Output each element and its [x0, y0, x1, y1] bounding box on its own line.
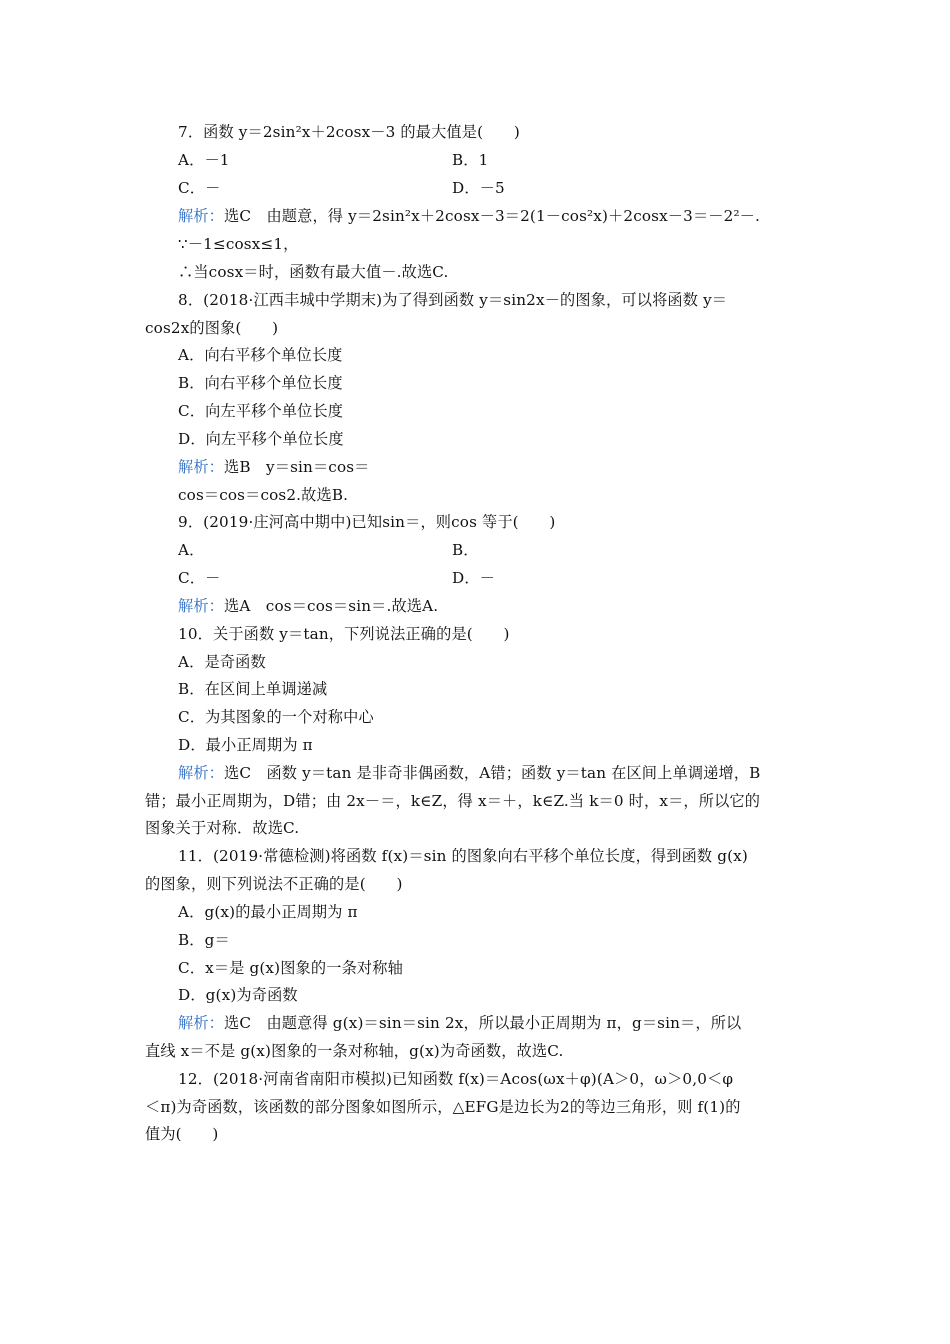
- question-7-solution-line-2: ∵－1≤cosx≤1，: [178, 235, 299, 253]
- question-8-stem-line-2: cos2x的图象( ): [145, 319, 279, 337]
- solution-text: 选A cos＝cos＝sin＝.故选A.: [224, 597, 439, 615]
- question-10-stem: 10．关于函数 y＝tan，下列说法正确的是( ): [178, 625, 510, 643]
- question-9-option-a: A．: [178, 541, 205, 559]
- question-9-option-b: B．: [452, 541, 479, 559]
- question-11-solution-line-1: [178, 1013, 741, 1033]
- question-10-option-b: B．在区间上单调递减: [178, 680, 328, 698]
- question-11-stem-line-1: 11．(2019·常德检测)将函数 f(x)＝sin 的图象向右平移个单位长度，得到函数 g(x): [178, 847, 748, 865]
- solution-label: 解析：: [178, 597, 225, 615]
- question-12-stem-line-2: ＜π)为奇函数，该函数的部分图象如图所示，△EFG是边长为2的等边三角形，则 f(1)的: [145, 1098, 741, 1116]
- question-10-option-c: C．为其图象的一个对称中心: [178, 708, 374, 726]
- question-8-solution-line-2: cos＝cos＝cos2.故选B.: [178, 486, 349, 504]
- question-9-solution: [178, 596, 438, 616]
- question-11-option-d: D．g(x)为奇函数: [178, 986, 298, 1004]
- question-7-option-b: B．1: [452, 151, 489, 169]
- question-11-option-b: B．g＝: [178, 931, 230, 949]
- question-7-solution-line-1: [178, 206, 760, 226]
- question-10-solution-line-2: 错；最小正周期为，D错；由 2x－＝，k∈Z，得 x＝＋，k∈Z.当 k＝0 时，x＝，所以它的: [145, 792, 761, 810]
- solution-label: 解析：: [178, 458, 225, 476]
- question-8-stem-line-1: 8．(2018·江西丰城中学期末)为了得到函数 y＝sin2x－的图象，可以将函数 y＝: [178, 291, 728, 309]
- solution-label: 解析：: [178, 1014, 225, 1032]
- solution-text: 选C 函数 y＝tan 是非奇非偶函数，A错；函数 y＝tan 在区间上单调递增，B: [224, 764, 761, 782]
- question-7-stem: 7．函数 y＝2sin²x＋2cosx－3 的最大值是( ): [178, 123, 520, 141]
- question-7-solution-line-3: ∴当cosx＝时，函数有最大值－.故选C.: [178, 263, 449, 281]
- question-11-stem-line-2: 的图象，则下列说法不正确的是( ): [145, 875, 403, 893]
- question-7-option-d: D．－5: [452, 179, 505, 197]
- question-8-option-b: B．向右平移个单位长度: [178, 374, 343, 392]
- solution-text: 选C 由题意，得 y＝2sin²x＋2cosx－3＝2(1－cos²x)＋2cosx－3＝－2²－.: [224, 207, 761, 225]
- question-10-option-a: A．是奇函数: [178, 653, 266, 671]
- question-7-option-c: C．－: [178, 179, 221, 197]
- solution-label: 解析：: [178, 207, 225, 225]
- question-7-option-a: A．－1: [178, 151, 230, 169]
- question-8-option-c: C．向左平移个单位长度: [178, 402, 344, 420]
- question-9-option-c: C．－: [178, 569, 221, 587]
- solution-text: 选B y＝sin＝cos＝: [224, 458, 370, 476]
- solution-text: 选C 由题意得 g(x)＝sin＝sin 2x，所以最小正周期为 π，g＝sin＝，所以: [224, 1014, 742, 1032]
- question-8-solution-line-1: [178, 457, 370, 477]
- question-11-option-c: C．x＝是 g(x)图象的一条对称轴: [178, 959, 403, 977]
- question-9-option-d: D．－: [452, 569, 496, 587]
- question-8-option-a: A．向右平移个单位长度: [178, 346, 343, 364]
- question-9-stem: 9．(2019·庄河高中期中)已知sin＝，则cos 等于( ): [178, 513, 556, 531]
- question-11-solution-line-2: 直线 x＝不是 g(x)图象的一条对称轴，g(x)为奇函数，故选C.: [145, 1042, 564, 1060]
- solution-label: 解析：: [178, 764, 225, 782]
- question-8-option-d: D．向左平移个单位长度: [178, 430, 344, 448]
- question-10-solution-line-3: 图象关于对称．故选C.: [145, 819, 300, 837]
- question-12-stem-line-1: 12．(2018·河南省南阳市模拟)已知函数 f(x)＝Acos(ωx＋φ)(A＞0，ω＞0,0＜φ: [178, 1070, 734, 1088]
- question-11-option-a: A．g(x)的最小正周期为 π: [178, 903, 358, 921]
- question-12-stem-line-3: 值为( ): [145, 1125, 219, 1143]
- question-10-solution-line-1: [178, 763, 760, 783]
- question-10-option-d: D．最小正周期为 π: [178, 736, 313, 754]
